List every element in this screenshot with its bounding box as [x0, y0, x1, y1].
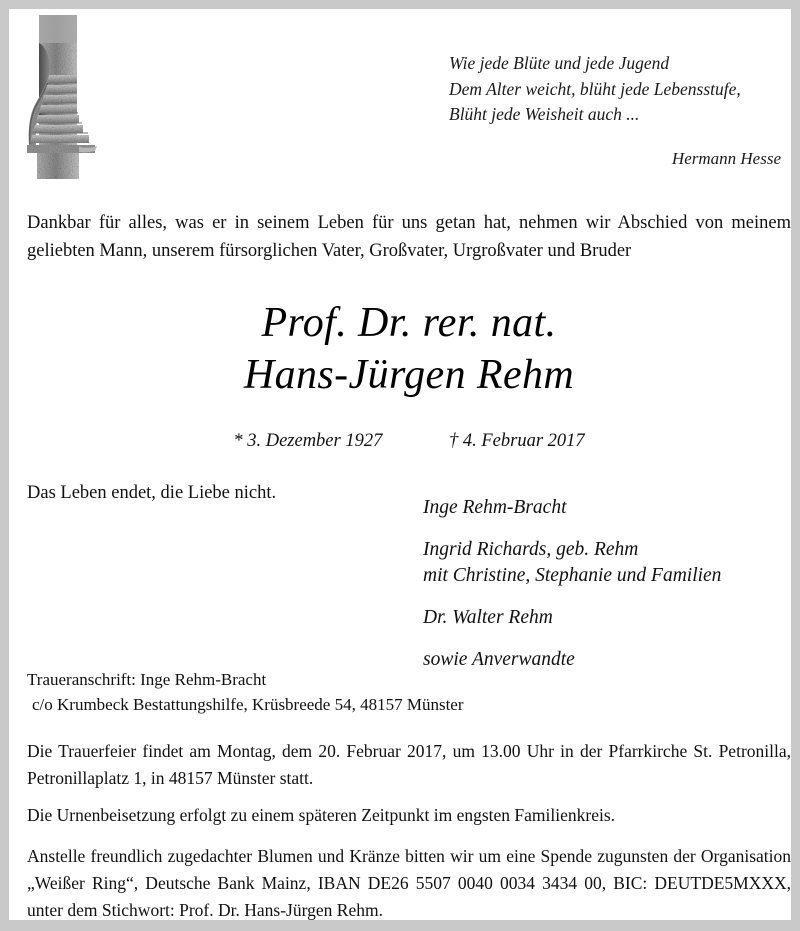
- survivor-name: Dr. Walter Rehm: [423, 607, 553, 628]
- survivor-group: [423, 605, 791, 631]
- poem-attribution: Hermann Hesse: [671, 148, 781, 168]
- poem-line: Dem Alter weicht, blüht jede Lebensstufe,: [449, 78, 741, 99]
- survivors-block: [423, 495, 791, 673]
- poem-line: Wie jede Blüte und jede Jugend: [449, 53, 670, 73]
- survivor-name-detail: mit Christine, Stephanie und Familien: [423, 565, 722, 586]
- stone-staircase-photo: [17, 13, 137, 181]
- motto-text: Das Leben endet, die Liebe nicht.: [27, 483, 277, 503]
- birth-date: * 3. Dezember 1927: [233, 431, 383, 451]
- notice-page: [9, 9, 791, 920]
- urn-burial-paragraph: Die Urnenbeisetzung erfolgt zu einem späteren Zeitpunkt im engsten Familienkreis.: [27, 805, 616, 825]
- death-date: † 4. Februar 2017: [448, 431, 585, 451]
- donation-paragraph: Anstelle freundlich zugedachter Blumen und Kränze bitten wir um eine Spende zugunsten der Organisation „Weißer Ring“, Deutsche Bank Mainz, IBAN DE26 5507 0040 0034 3434 00, BIC: DEUTDE5MXXX, unter dem Stichwort: Prof. Dr. Hans-Jürgen Rehm.: [27, 846, 791, 920]
- address-line-1: Traueranschrift: Inge Rehm-Bracht: [27, 670, 267, 689]
- survivor-group: [423, 537, 791, 589]
- address-line-2: c/o Krumbeck Bestattungshilfe, Krüsbreede 54, 48157 Münster: [32, 695, 464, 714]
- survivor-name: sowie Anverwandte: [423, 649, 575, 670]
- survivor-name: Ingrid Richards, geb. Rehm: [423, 539, 639, 560]
- poem-line: Blüht jede Weisheit auch ...: [449, 104, 640, 124]
- survivor-name: Inge Rehm-Bracht: [423, 497, 567, 518]
- intro-paragraph: Dankbar für alles, was er in seinem Leben für uns getan hat, nehmen wir Abschied von meinem geliebten Mann, unserem fürsorglichen Vater, Großvater, Urgroßvater und Bruder: [27, 213, 791, 261]
- survivor-group: [423, 495, 791, 521]
- deceased-title: Prof. Dr. rer. nat.: [261, 300, 557, 346]
- deceased-name: Hans-Jürgen Rehm: [243, 352, 575, 398]
- life-dates: [9, 431, 791, 452]
- poem-block: [449, 51, 791, 170]
- mourning-address: [27, 667, 627, 717]
- funeral-service-paragraph: Die Trauerfeier findet am Montag, dem 20. Februar 2017, um 13.00 Uhr in der Pfarrkirche St. Petronilla, Petronillaplatz 1, in 48157 Münster statt.: [27, 741, 791, 788]
- deceased-name-block: [9, 297, 791, 401]
